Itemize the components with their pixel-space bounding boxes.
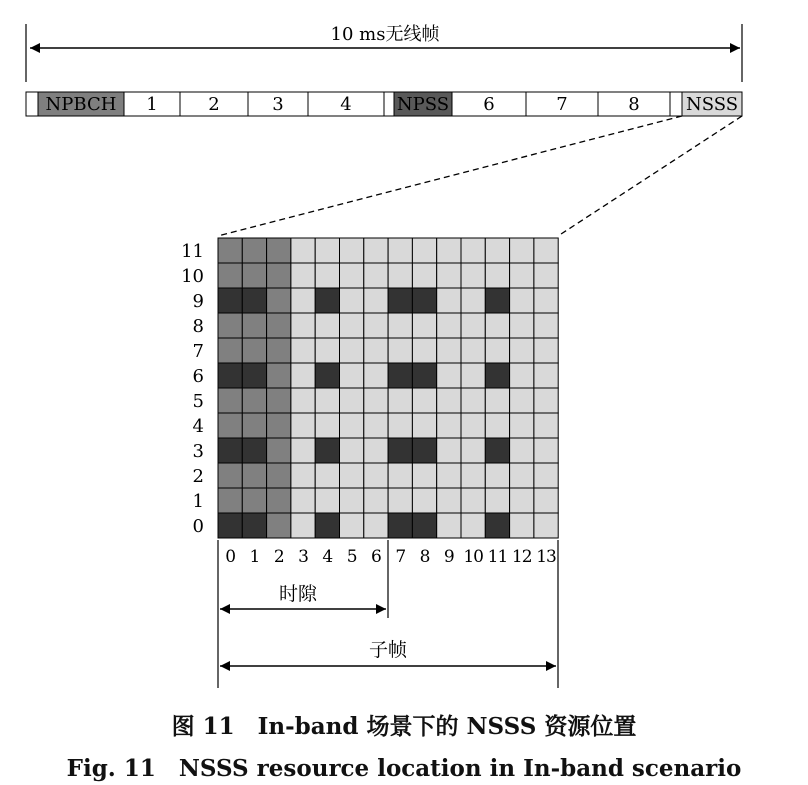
grid-cell [218, 263, 242, 288]
grid-cell [388, 513, 412, 538]
grid-cell [412, 263, 436, 288]
grid-cell [388, 413, 412, 438]
column-label: 9 [443, 547, 454, 567]
grid-cell [218, 513, 242, 538]
grid-cell [485, 313, 509, 338]
grid-cell [388, 488, 412, 513]
grid-cell [291, 513, 315, 538]
grid-cell [218, 338, 242, 363]
grid-cell [437, 363, 461, 388]
frame-slot-label: 3 [272, 94, 284, 115]
resource-grid [218, 238, 558, 538]
grid-cell [510, 288, 534, 313]
zoom-line-1 [218, 116, 682, 236]
grid-cell [291, 238, 315, 263]
grid-cell [218, 313, 242, 338]
grid-cell [437, 513, 461, 538]
grid-cell [412, 238, 436, 263]
frame-slot-label: NPSS [396, 94, 450, 115]
subframe-label: 子帧 [368, 639, 408, 661]
grid-cell [242, 488, 266, 513]
grid-cell [412, 313, 436, 338]
frame-slot-label: 8 [628, 94, 640, 115]
grid-cell [340, 363, 364, 388]
row-label: 10 [181, 266, 204, 287]
grid-cell [412, 438, 436, 463]
grid-cell [412, 363, 436, 388]
caption-english: Fig. 11 NSSS resource location in In-band scenario [66, 755, 742, 782]
column-label: 10 [463, 547, 483, 567]
column-label: 4 [322, 547, 333, 567]
grid-cell [485, 463, 509, 488]
grid-cell [412, 338, 436, 363]
grid-cell [534, 313, 558, 338]
grid-cell [534, 238, 558, 263]
grid-cell [534, 513, 558, 538]
grid-cell [315, 513, 339, 538]
row-label: 7 [192, 341, 204, 362]
grid-cell [437, 288, 461, 313]
grid-cell [267, 288, 291, 313]
grid-cell [218, 238, 242, 263]
grid-cell [510, 338, 534, 363]
slot-label: 时隙 [278, 583, 318, 605]
grid-cell [461, 263, 485, 288]
grid-cell [218, 438, 242, 463]
grid-cell [218, 488, 242, 513]
grid-cell [388, 363, 412, 388]
column-label: 1 [249, 547, 260, 567]
grid-cell [291, 413, 315, 438]
grid-cell [437, 388, 461, 413]
grid-cell [485, 263, 509, 288]
grid-cell [315, 238, 339, 263]
grid-cell [315, 363, 339, 388]
grid-cell [412, 288, 436, 313]
grid-cell [461, 313, 485, 338]
grid-cell [437, 413, 461, 438]
grid-cell [534, 288, 558, 313]
grid-cell [437, 263, 461, 288]
grid-cell [218, 388, 242, 413]
caption-chinese: 图 11 In-band 场景下的 NSSS 资源位置 [171, 713, 637, 740]
row-label: 0 [192, 516, 204, 537]
grid-cell [242, 313, 266, 338]
grid-cell [267, 263, 291, 288]
grid-cell [534, 413, 558, 438]
grid-cell [315, 488, 339, 513]
grid-cell [510, 513, 534, 538]
grid-cell [364, 238, 388, 263]
frame-slot-label: 2 [208, 94, 220, 115]
grid-cell [340, 288, 364, 313]
grid-cell [485, 288, 509, 313]
grid-cell [412, 513, 436, 538]
grid-cell [315, 388, 339, 413]
grid-cell [364, 313, 388, 338]
frame-slot-label: NPBCH [45, 94, 117, 115]
grid-cell [412, 388, 436, 413]
frame-slot-gap [670, 92, 682, 116]
grid-cell [510, 463, 534, 488]
grid-cell [437, 438, 461, 463]
column-label: 0 [225, 547, 236, 567]
grid-cell [534, 263, 558, 288]
grid-cell [218, 288, 242, 313]
grid-cell [340, 463, 364, 488]
grid-cell [364, 463, 388, 488]
grid-cell [388, 288, 412, 313]
grid-cell [242, 238, 266, 263]
grid-cell [340, 263, 364, 288]
grid-cell [510, 488, 534, 513]
grid-cell [218, 363, 242, 388]
radio-frame-slots [26, 92, 742, 116]
grid-cell [388, 338, 412, 363]
row-label: 2 [192, 466, 204, 487]
row-label: 4 [192, 416, 204, 437]
grid-cell [534, 438, 558, 463]
grid-cell [485, 338, 509, 363]
row-label: 6 [192, 366, 204, 387]
grid-cell [510, 438, 534, 463]
grid-cell [534, 463, 558, 488]
column-label: 8 [419, 547, 430, 567]
grid-cell [267, 238, 291, 263]
grid-cell [461, 438, 485, 463]
frame-slot-label: 1 [146, 94, 158, 115]
grid-cell [534, 338, 558, 363]
row-label: 3 [192, 441, 204, 462]
grid-cell [267, 513, 291, 538]
grid-cell [291, 338, 315, 363]
column-label: 11 [487, 547, 508, 567]
grid-cell [291, 388, 315, 413]
grid-cell [291, 438, 315, 463]
grid-cell [267, 413, 291, 438]
grid-cell [242, 413, 266, 438]
grid-cell [218, 413, 242, 438]
frame-slot-label: NSSS [685, 94, 739, 115]
frame-title: 10 ms无线帧 [330, 24, 440, 45]
grid-cell [364, 413, 388, 438]
grid-cell [291, 363, 315, 388]
grid-cell [364, 488, 388, 513]
frame-slot-gap [26, 92, 38, 116]
grid-cell [388, 263, 412, 288]
grid-cell [242, 338, 266, 363]
grid-cell [291, 313, 315, 338]
grid-cell [461, 238, 485, 263]
grid-cell [510, 263, 534, 288]
grid-cell [364, 363, 388, 388]
column-label: 7 [395, 547, 406, 567]
grid-cell [510, 388, 534, 413]
grid-cell [461, 463, 485, 488]
grid-cell [340, 388, 364, 413]
grid-cell [437, 313, 461, 338]
grid-cell [412, 413, 436, 438]
grid-cell [218, 463, 242, 488]
row-label: 8 [192, 316, 204, 337]
grid-cell [267, 338, 291, 363]
column-label: 12 [511, 547, 532, 567]
grid-cell [242, 388, 266, 413]
grid-cell [242, 513, 266, 538]
grid-cell [461, 413, 485, 438]
frame-slot-label: 4 [340, 94, 352, 115]
grid-cell [388, 313, 412, 338]
grid-cell [242, 363, 266, 388]
row-label: 1 [192, 491, 204, 512]
grid-cell [388, 463, 412, 488]
grid-cell [510, 363, 534, 388]
frame-slot-gap [384, 92, 394, 116]
grid-cell [267, 438, 291, 463]
grid-cell [485, 438, 509, 463]
grid-cell [340, 338, 364, 363]
column-label: 3 [298, 547, 308, 567]
row-label: 9 [192, 291, 204, 312]
column-label: 6 [371, 547, 381, 567]
grid-cell [315, 338, 339, 363]
grid-cell [485, 238, 509, 263]
grid-cell [485, 363, 509, 388]
grid-cell [412, 488, 436, 513]
grid-cell [291, 488, 315, 513]
grid-cell [340, 413, 364, 438]
grid-cell [340, 488, 364, 513]
column-label: 5 [346, 547, 357, 567]
grid-cell [267, 363, 291, 388]
grid-cell [267, 463, 291, 488]
grid-cell [242, 263, 266, 288]
column-label: 2 [273, 547, 284, 567]
grid-cell [388, 238, 412, 263]
grid-cell [388, 438, 412, 463]
grid-cell [510, 313, 534, 338]
grid-cell [291, 288, 315, 313]
frame-slot-label: 7 [556, 94, 568, 115]
grid-cell [315, 313, 339, 338]
grid-cell [510, 413, 534, 438]
grid-cell [461, 488, 485, 513]
grid-cell [485, 513, 509, 538]
grid-cell [267, 313, 291, 338]
grid-cell [364, 513, 388, 538]
grid-cell [291, 463, 315, 488]
grid-cell [437, 238, 461, 263]
grid-cell [461, 288, 485, 313]
grid-cell [364, 388, 388, 413]
grid-cell [315, 438, 339, 463]
grid-cell [340, 313, 364, 338]
grid-cell [340, 513, 364, 538]
grid-cell [364, 263, 388, 288]
grid-cell [485, 388, 509, 413]
grid-cell [364, 338, 388, 363]
grid-cell [388, 388, 412, 413]
row-labels [181, 241, 204, 537]
grid-cell [461, 363, 485, 388]
grid-cell [242, 438, 266, 463]
grid-cell [485, 488, 509, 513]
grid-cell [315, 413, 339, 438]
grid-cell [291, 263, 315, 288]
grid-cell [534, 488, 558, 513]
grid-cell [461, 388, 485, 413]
row-label: 5 [192, 391, 204, 412]
grid-cell [315, 463, 339, 488]
grid-cell [315, 288, 339, 313]
grid-cell [534, 388, 558, 413]
grid-cell [437, 488, 461, 513]
grid-cell [364, 438, 388, 463]
grid-cell [461, 513, 485, 538]
frame-slot-label: 6 [483, 94, 495, 115]
grid-cell [364, 288, 388, 313]
row-label: 11 [181, 241, 204, 262]
grid-cell [267, 488, 291, 513]
grid-cell [485, 413, 509, 438]
column-label: 13 [536, 547, 556, 567]
grid-cell [340, 438, 364, 463]
grid-cell [510, 238, 534, 263]
column-labels [225, 547, 556, 567]
grid-cell [461, 338, 485, 363]
grid-cell [242, 463, 266, 488]
zoom-line-2 [558, 116, 742, 236]
grid-cell [340, 238, 364, 263]
grid-cell [437, 463, 461, 488]
grid-cell [534, 363, 558, 388]
grid-cell [242, 288, 266, 313]
grid-cell [412, 463, 436, 488]
grid-cell [267, 388, 291, 413]
grid-cell [437, 338, 461, 363]
grid-cell [315, 263, 339, 288]
